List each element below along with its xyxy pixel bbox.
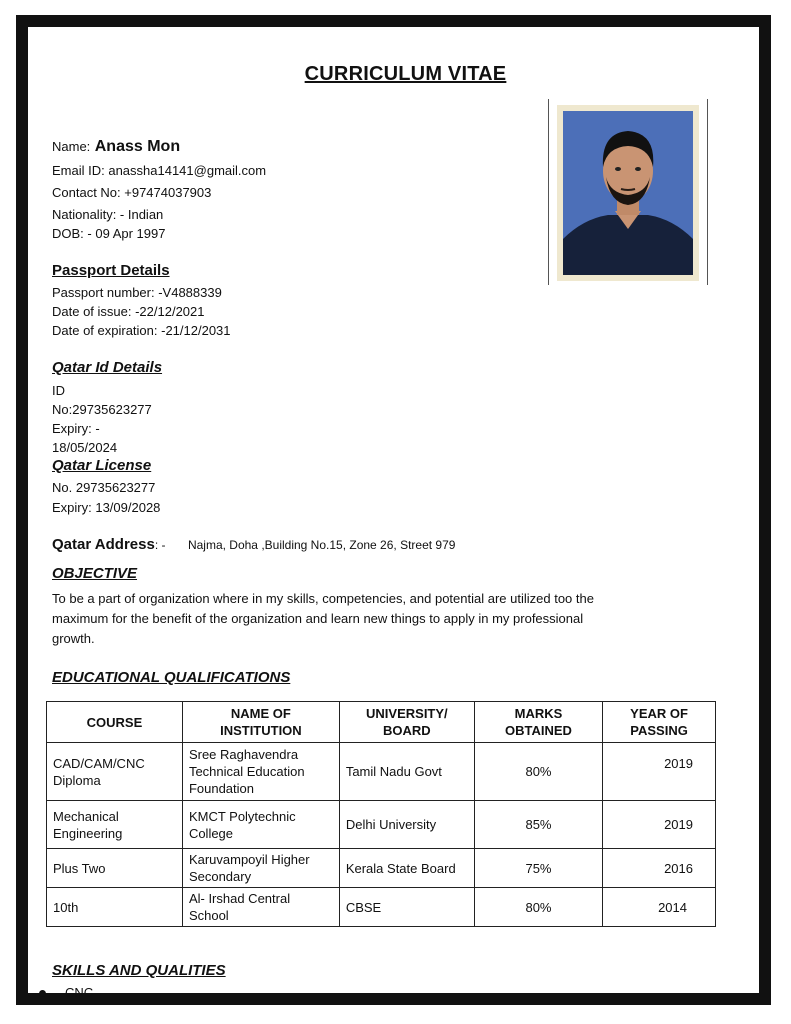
dob-line: DOB: - 09 Apr 1997 bbox=[52, 226, 166, 241]
col-header-university: UNIVERSITY/ BOARD bbox=[339, 702, 474, 743]
cell-marks: 75% bbox=[474, 849, 602, 888]
education-table bbox=[46, 701, 716, 927]
bullet-icon bbox=[39, 990, 46, 997]
passport-issue-date: Date of issue: -22/12/2021 bbox=[52, 304, 205, 319]
passport-number: Passport number: -V4888339 bbox=[52, 285, 222, 300]
profile-photo bbox=[557, 105, 699, 281]
table-row bbox=[47, 888, 716, 927]
qatar-id-line-1: ID bbox=[52, 383, 65, 398]
cell-course: CAD/CAM/CNC Diploma bbox=[47, 743, 183, 801]
cell-institution: Sree Raghavendra Technical Education Foundation bbox=[182, 743, 339, 801]
cell-course: Mechanical Engineering bbox=[47, 801, 183, 849]
education-table-header-row bbox=[47, 702, 716, 743]
cell-year: 2016 bbox=[603, 849, 716, 888]
cell-year: 2019 bbox=[603, 801, 716, 849]
contact-line: Contact No: +97474037903 bbox=[52, 185, 212, 200]
col-header-course: COURSE bbox=[47, 702, 183, 743]
cell-marks: 85% bbox=[474, 801, 602, 849]
objective-heading: OBJECTIVE bbox=[52, 565, 138, 582]
skills-heading: SKILLS AND QUALITIES bbox=[52, 962, 226, 979]
cell-course: 10th bbox=[47, 888, 183, 927]
profile-photo-frame bbox=[548, 99, 708, 285]
passport-expiration-date: Date of expiration: -21/12/2031 bbox=[52, 323, 231, 338]
objective-line-3: growth. bbox=[52, 631, 95, 646]
cell-institution: Al- Irshad Central School bbox=[182, 888, 339, 927]
qatar-id-heading: Qatar Id Details bbox=[52, 359, 163, 376]
qatar-address-line bbox=[52, 536, 455, 554]
qatar-address-label: Qatar Address bbox=[52, 536, 155, 553]
list-item bbox=[39, 985, 93, 1000]
document-title: CURRICULUM VITAE bbox=[304, 63, 507, 85]
table-row bbox=[47, 743, 716, 801]
nationality-line: Nationality: - Indian bbox=[52, 207, 164, 222]
cell-university: Kerala State Board bbox=[339, 849, 474, 888]
qatar-address-value: Najma, Doha ,Building No.15, Zone 26, Street 979 bbox=[187, 538, 456, 552]
col-header-marks: MARKS OBTAINED bbox=[474, 702, 602, 743]
cell-marks: 80% bbox=[474, 743, 602, 801]
name-line bbox=[52, 138, 180, 156]
qatar-license-number: No. 29735623277 bbox=[52, 480, 156, 495]
name-value: Anass Mon bbox=[94, 138, 181, 155]
qatar-id-line-2: No:29735623277 bbox=[52, 402, 152, 417]
cell-marks: 80% bbox=[474, 888, 602, 927]
cell-university: CBSE bbox=[339, 888, 474, 927]
qatar-id-line-4: 18/05/2024 bbox=[52, 440, 118, 455]
table-row bbox=[47, 801, 716, 849]
cell-university: Tamil Nadu Govt bbox=[339, 743, 474, 801]
name-label: Name: bbox=[52, 139, 91, 154]
cell-university: Delhi University bbox=[339, 801, 474, 849]
objective-line-1: To be a part of organization where in my skills, competencies, and potential are utilized too the bbox=[52, 591, 594, 606]
skill-item-label: CNC bbox=[65, 985, 94, 1000]
cell-year: 2019 bbox=[603, 743, 716, 801]
col-header-year: YEAR OF PASSING bbox=[603, 702, 716, 743]
table-row bbox=[47, 849, 716, 888]
qatar-address-separator: : - bbox=[154, 538, 166, 552]
col-header-institution: NAME OF INSTITUTION bbox=[182, 702, 339, 743]
education-heading: EDUCATIONAL QUALIFICATIONS bbox=[52, 669, 291, 686]
cell-institution: KMCT Polytechnic College bbox=[182, 801, 339, 849]
document-page bbox=[16, 15, 771, 1005]
cell-institution: Karuvampoyil Higher Secondary bbox=[182, 849, 339, 888]
objective-line-2: maximum for the benefit of the organization and learn new things to apply in my professional bbox=[52, 611, 584, 626]
cell-course: Plus Two bbox=[47, 849, 183, 888]
profile-photo-image bbox=[563, 111, 693, 275]
qatar-license-expiry: Expiry: 13/09/2028 bbox=[52, 500, 161, 515]
passport-heading: Passport Details bbox=[52, 262, 170, 279]
email-line: Email ID: anassha14141@gmail.com bbox=[52, 163, 267, 178]
qatar-id-line-3: Expiry: - bbox=[52, 421, 100, 436]
cell-year: 2014 bbox=[603, 888, 716, 927]
qatar-license-heading: Qatar License bbox=[52, 457, 152, 474]
